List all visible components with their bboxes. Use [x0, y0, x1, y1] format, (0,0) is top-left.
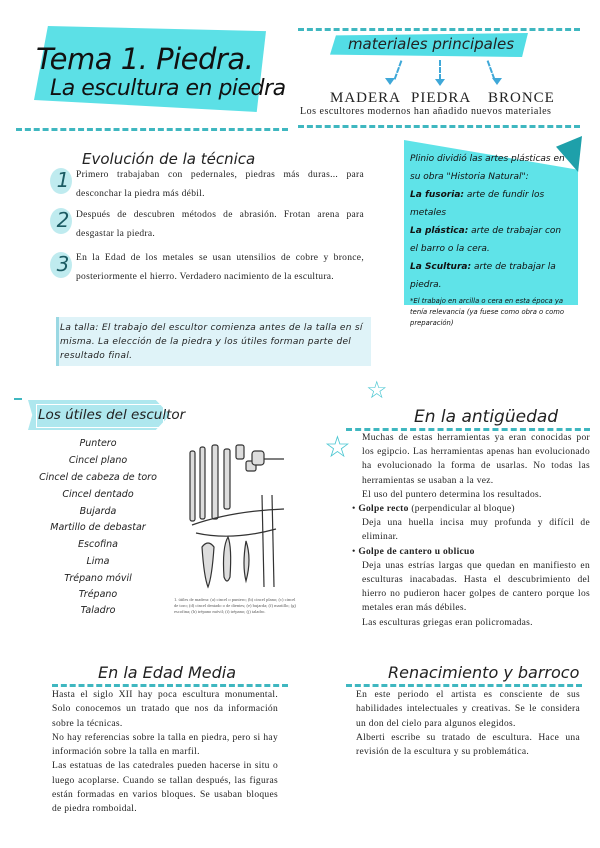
- antiquity-p2: El uso del puntero determina los resultados.: [362, 489, 542, 500]
- tools-heading: Los útiles del escultor: [38, 407, 186, 423]
- pliny-intro: Plinio dividió las artes plásticas en su obra "Historia Natural":: [410, 154, 565, 182]
- star-icon: ☆: [366, 376, 388, 404]
- tool-item: Taladro: [80, 605, 116, 616]
- antiquity-bullet-2: [358, 545, 590, 559]
- material-madera: MADERA: [330, 90, 402, 106]
- bullet-label: Golpe recto: [358, 504, 409, 515]
- material-piedra: PIEDRA: [411, 90, 472, 106]
- arrowhead-icon: [492, 78, 502, 85]
- tool-item: Escofina: [78, 539, 118, 550]
- step-text: En la Edad de los metales se usan utensilios de cobre y bronce, posteriormente el hierro. Verdadero nacimiento de la escultura.: [76, 253, 364, 282]
- middle-ages-p1: Hasta el siglo XII hay poca escultura monumental. Solo conocemos un tratado que nos da información sobre la técnicas.: [52, 690, 278, 729]
- middle-ages-body: [52, 688, 278, 817]
- antiquity-heading: En la antigüedad: [414, 407, 559, 427]
- arrow-icon: [439, 60, 441, 80]
- antiquity-p3: Deja una huella incisa muy profunda y difícil de eliminar.: [362, 518, 590, 543]
- pliny-small-note: *El trabajo en arcilla o cera en esta época ya tenía relevancia (ya fuese como obra o como preparación): [410, 297, 565, 327]
- bullet-label: Golpe de cantero u oblicuo: [358, 546, 475, 557]
- step-text: Primero trabajaban con pedernales, piedras más duras... para desconchar la piedra más débil.: [76, 170, 364, 199]
- renaissance-body: [356, 688, 580, 759]
- antiquity-p4: Deja unas estrías largas que quedan en manifiesto en esculturas inacabadas. Hasta el descubrimiento del hierro no pudieron hacer golpes de cantero porque los metales eran más débiles.: [362, 560, 590, 614]
- pliny-fusoria-label: La fusoria:: [410, 190, 464, 200]
- middle-ages-p2: No hay referencias sobre la talla en piedra, pero si hay información sobre la talla en marfil.: [52, 732, 278, 758]
- tool-item: Lima: [86, 556, 110, 567]
- step-number: 2: [56, 208, 70, 232]
- antiquity-p5: Las esculturas griegas eran policromadas.: [362, 617, 533, 628]
- star-icon: ☆: [324, 430, 351, 465]
- tool-item: Cincel dentado: [62, 489, 134, 500]
- pliny-plastica-label: La plástica:: [410, 226, 469, 236]
- material-bronce: BRONCE: [488, 90, 555, 106]
- step-number: 3: [56, 252, 70, 276]
- step-text: Después de descubren métodos de abrasión. Frotan arena para desgastar la piedra.: [76, 210, 364, 239]
- arrow-icon: [394, 60, 403, 79]
- middle-ages-p3: Las estatuas de las catedrales pueden hacerse in situ o luego acoplarse. Cuando se tallan después, las figuras están formadas en varios bloques. Se usaban bloques de piedra romboidal.: [52, 761, 278, 815]
- antiquity-body: [358, 431, 590, 630]
- pliny-plastica-text: arte de trabajar con el barro o la cera.: [410, 226, 562, 254]
- tool-item: Puntero: [79, 438, 117, 449]
- tool-item: Bujarda: [79, 506, 117, 517]
- antiquity-bullet-1: [358, 502, 590, 516]
- renaissance-p2: Alberti escribe su tratado de escultura. Hace una revisión de la escultura y su problemática.: [356, 732, 580, 758]
- materials-heading: materiales principales: [347, 35, 515, 53]
- page-title: Tema 1. Piedra.: [36, 42, 254, 76]
- divider-top-right: [298, 28, 580, 31]
- tool-item: Trépano móvil: [64, 573, 132, 584]
- tool-item: Martillo de debastar: [50, 522, 146, 533]
- divider-middle-ages: [52, 684, 288, 687]
- middle-ages-heading: En la Edad Media: [98, 663, 237, 682]
- pliny-scultura-text: arte de trabajar la piedra.: [410, 262, 556, 290]
- pliny-text: [410, 150, 572, 329]
- evolution-heading: Evolución de la técnica: [82, 150, 256, 168]
- tool-item: Cincel plano: [68, 455, 128, 466]
- illustration-caption: 1. útiles de madera: (a) cincel o puntero; (b) cincel plano; (c) cincel de toro; (d) cincel dentado o de dientes; (e) bujarda; (f) martillo; (g) escofina; (h) trépano móvil; (i) trépano; (j) taladro.: [174, 597, 296, 614]
- divider-tools: [14, 398, 22, 400]
- antiquity-p1: Muchas de estas herramientas ya eran conocidas por los egipcio. Las herramientas apenas han evolucionado ha evolucionado la forma de usarlas. No todas las herramientas se usaban a la vez.: [362, 433, 590, 486]
- divider-top-right-2: [298, 125, 580, 128]
- arrow-icon: [487, 60, 496, 79]
- pliny-fusoria-text: arte de fundir los metales: [410, 190, 545, 218]
- step-number: 1: [56, 168, 70, 192]
- renaissance-heading: Renacimiento y barroco: [388, 663, 580, 682]
- page-subtitle: La escultura en piedra: [50, 76, 286, 101]
- materials-note: Los escultores modernos han añadido nuevos materiales: [300, 106, 552, 117]
- arrowhead-icon: [385, 78, 395, 85]
- divider-renaissance: [346, 684, 582, 687]
- talla-note: La talla: El trabajo del escultor comienza antes de la talla en sí misma. La elección de la piedra y los útiles forman parte del resultado final.: [60, 323, 363, 361]
- tool-item: Trépano: [78, 589, 118, 600]
- pliny-scultura-label: La Scultura:: [410, 262, 472, 272]
- arrowhead-icon: [435, 79, 445, 86]
- tool-item: Cincel de cabeza de toro: [39, 472, 157, 483]
- bullet-text: (perpendicular al bloque): [408, 504, 515, 515]
- divider-top-left: [16, 128, 288, 131]
- renaissance-p1: En este periodo el artista es consciente de sus habilidades intelectuales y creativas. Se le considera un don del cielo para algunos elegidos.: [356, 690, 580, 729]
